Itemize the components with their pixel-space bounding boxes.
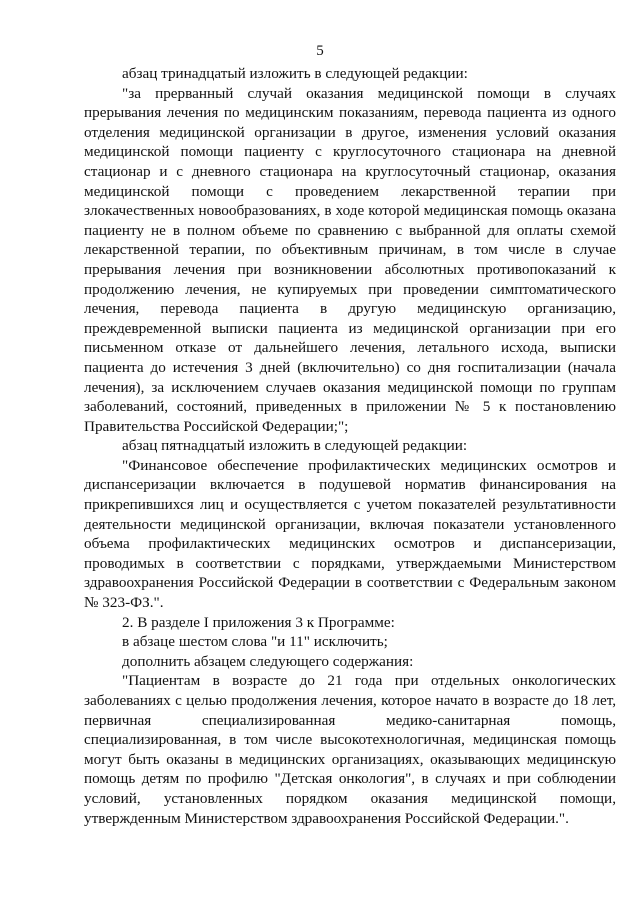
paragraph-abzac-13-intro: абзац тринадцатый изложить в следующей редакции: (122, 65, 468, 82)
page-number: 5 (316, 43, 324, 59)
paragraph-section-2: 2. В разделе I приложения 3 к Программе: (122, 613, 395, 631)
paragraph-add-intro: дополнить абзацем следующего содержания: (122, 652, 414, 670)
paragraph-abzac-15-intro: абзац пятнадцатый изложить в следующей редакции: (122, 437, 468, 455)
paragraph-abzac-6-change: в абзаце шестом слова "и 11" исключить; (122, 633, 388, 651)
paragraph-abzac-13-text: "за прерванный случай оказания медицинской помощи в случаях прерывания лечения по медицинским показаниям, перевода пациента из одного отделения медицинской организации в другое, изменения условий оказания медицинской помощи пациенту с круглосуточного стационара на дневной стационар и с дневного стационара на круглосуточный стационар, оказания медицинской помощи с проведением лекарственной терапии при злокачественных новообразованиях, в ходе которой медицинская помощь оказана пациенту не в полном объеме по сравнению с выбранной для оплаты схемой лекарственной терапии, по объективным причинам, в том числе в случае прерывания лечения при возникновении абсолютных противопоказаний к продолжению лечения, не купируемых при проведении симптоматического лечения, перевода пациента в другую медицинскую организацию, преждевременной выписки пациента из медицинской организации при его письменном отказе от дальнейшего лечения, летального исхода, выписки пациента до истечения 3 дней (включительно) со дня госпитализации (начала лечения), за исключением случаев оказания медицинской помощи по группам заболеваний, состояний, приведенных в приложении № 5 к постановлению Правительства Российской Федерации;"; (84, 84, 616, 435)
document-body (84, 64, 616, 828)
paragraph-add-text: "Пациентам в возрасте до 21 года при отдельных онкологических заболеваниях с целью продолжения лечения, которое начато в возрасте до 18 лет, первичная специализированная медико-санитарная помощь, специализированная, в том числе высокотехнологичная, медицинская помощь могут быть оказаны в медицинских организациях, оказывающих медицинскую помощь детям по профилю "Детская онкология", в случаях и при соблюдении условий, установленных порядком оказания медицинской помощи, утвержденным Министерством здравоохранения Российской Федерации.". (84, 672, 616, 827)
paragraph-abzac-15-text: "Финансовое обеспечение профилактических медицинских осмотров и диспансеризации включается в подушевой норматив финансирования на прикрепившихся лиц и осуществляется с учетом показателей результативности деятельности медицинской организации, включая показатели установленного объема профилактических медицинских осмотров и диспансеризации, проводимых в соответствии с порядками, утверждаемыми Министерством здравоохранения Российской Федерации в соответствии с Федеральным законом № 323-ФЗ.". (84, 456, 616, 612)
